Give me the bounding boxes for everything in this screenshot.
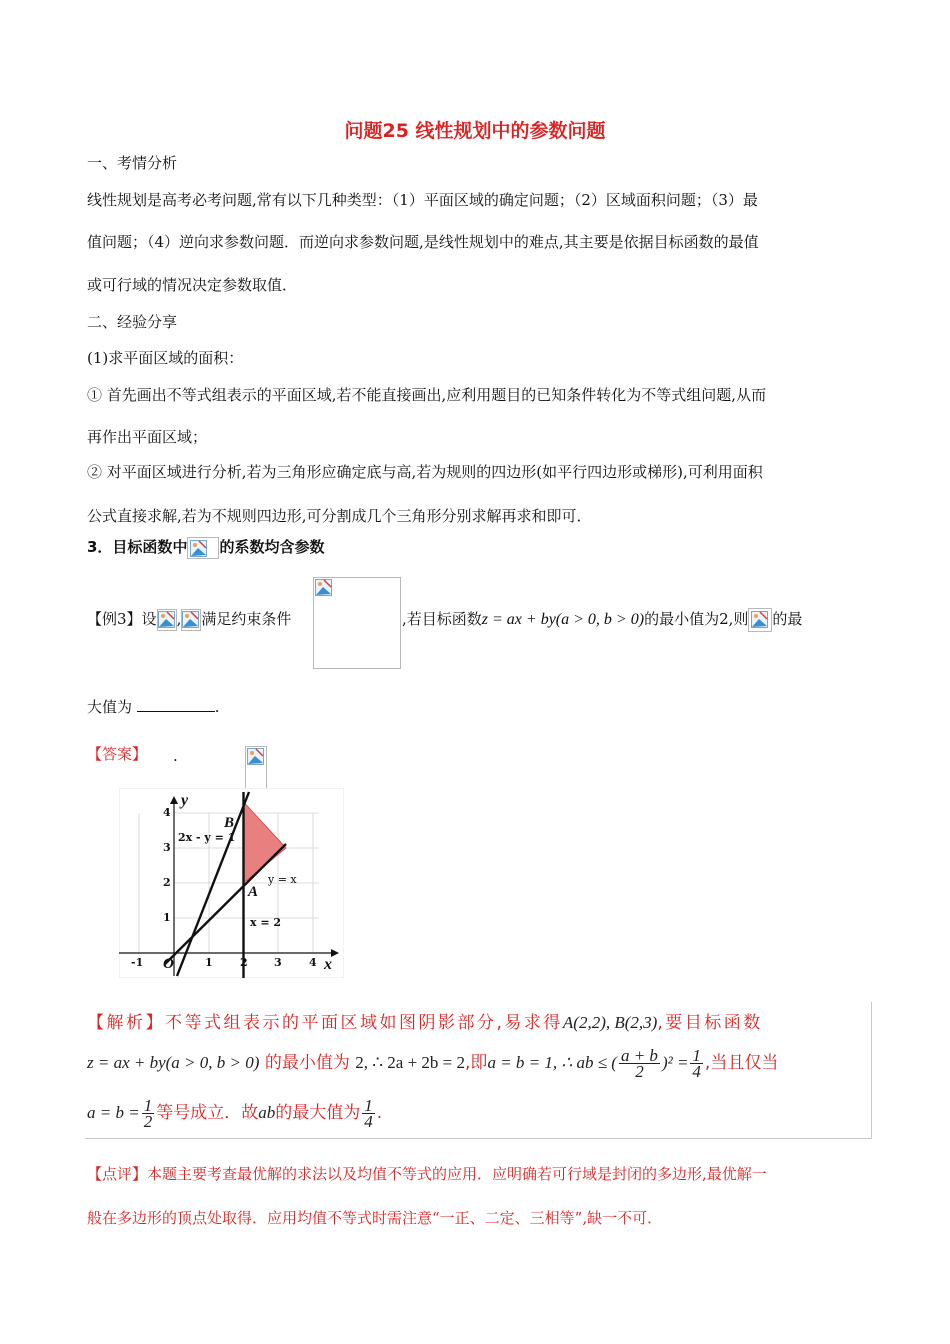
section3-heading — [87, 536, 324, 559]
section1-paragraph-line-3: 或可行域的情况决定参数取值． — [87, 276, 298, 294]
example-line-1 — [87, 608, 291, 631]
fraction-denominator: 2 — [143, 1111, 153, 1131]
formula-image-placeholder — [187, 537, 219, 559]
variable-image-placeholder — [181, 609, 201, 631]
analysis-math: a = b = — [87, 1103, 140, 1122]
analysis-line-1 — [87, 1008, 763, 1033]
answer-label: 【答案】 — [87, 745, 148, 763]
ab-image-placeholder — [748, 608, 772, 632]
x-axis-label: x — [324, 956, 332, 973]
line-label-y-eq-x: y = x — [268, 873, 297, 886]
section1-paragraph-line-2: 值问题；（4）逆向求参数问题．而逆向求参数问题,是线性规划中的难点,其主要是依据目标函数的最值 — [87, 233, 759, 251]
item1-point1-line-1: ① 首先画出不等式组表示的平面区域,若不能直接画出,应利用题目的已知条件转化为不等式组问题,从而 — [87, 386, 767, 404]
x-tick-label: 4 — [309, 956, 317, 969]
item1-point2-line-2: 公式直接求解,若为不规则四边形,可分割成几个三角形分别求解再求和即可． — [87, 507, 592, 525]
analysis-math: ab — [258, 1103, 276, 1122]
broken-image-icon — [315, 579, 332, 596]
comment-line-2: 般在多边形的顶点处取得．应用均值不等式时需注意“一正、二定、三相等”,缺一不可． — [87, 1209, 663, 1227]
item1-point1-line-2: 再作出平面区域； — [87, 428, 208, 446]
comment-text: 本题主要考查最优解的求法以及均值不等式的应用．应明确若可行域是封闭的多边形,最优解一 — [147, 1165, 767, 1183]
example-text-6: 的最 — [772, 610, 803, 628]
analysis-math: z = ax + by(a > 0, b > 0) — [87, 1053, 260, 1072]
example-text-4: ,若目标函数 — [402, 610, 482, 628]
x-tick-label: -1 — [131, 956, 144, 969]
line-label-x-eq-2: x = 2 — [250, 916, 282, 929]
fraction-denominator: 4 — [692, 1061, 701, 1081]
fraction-numerator: a + b — [620, 1045, 658, 1065]
section1-heading: 一、考情分析 — [87, 154, 178, 172]
analysis-math: )² = — [661, 1053, 689, 1072]
example-text-2: , — [176, 610, 182, 628]
comment-line-1 — [87, 1163, 767, 1184]
analysis-text: 不等式组表示的平面区域如图阴影部分,易求得 — [165, 1013, 563, 1033]
fraction-numerator: 1 — [143, 1095, 153, 1115]
analysis-math: , ∴ ab ≤ ( — [552, 1053, 617, 1072]
fraction-denominator: 4 — [364, 1111, 373, 1131]
x-tick-label: 2 — [240, 956, 248, 969]
answer-blank — [137, 697, 215, 712]
item1-point2-line-1: ② 对平面区域进行分析,若为三角形应确定底与高,若为规则的四边形(如平行四边形或梯形),可利用面积 — [87, 463, 763, 481]
answer-line — [87, 743, 147, 764]
x-tick-label: 1 — [205, 956, 213, 969]
point-a-label: A — [248, 884, 259, 900]
broken-image-icon — [247, 748, 264, 765]
example-line-2 — [87, 696, 220, 717]
example-text-1: 设 — [141, 610, 157, 628]
analysis-text: . — [376, 1103, 383, 1123]
page-title: 问题25 线性规划中的参数问题 — [344, 120, 606, 142]
origin-label: O — [163, 956, 174, 972]
y-tick-label: 1 — [163, 911, 171, 924]
broken-image-icon — [182, 611, 199, 628]
analysis-text: ,当且仅当 — [704, 1053, 779, 1073]
analysis-line-2 — [87, 1044, 778, 1082]
analysis-math: A(2,2), B(2,3) — [562, 1013, 658, 1032]
section1-paragraph-line-1: 线性规划是高考必考问题,常有以下几种类型：（1）平面区域的确定问题；（2）区域面积问题；（3）最 — [87, 191, 758, 209]
fraction-numerator: 1 — [692, 1045, 701, 1065]
analysis-math: 2, ∴ 2a + 2b = 2 — [355, 1053, 466, 1072]
broken-image-icon — [190, 540, 207, 557]
item1-heading: (1)求平面区域的面积： — [87, 349, 244, 367]
y-tick-label: 4 — [163, 806, 171, 819]
analysis-text: 的最小值为 — [264, 1053, 350, 1073]
constraint-image-placeholder — [313, 577, 401, 669]
analysis-label: 【解析】 — [87, 1013, 165, 1033]
broken-image-icon — [751, 611, 768, 628]
analysis-text: ,即 — [465, 1053, 488, 1073]
section2-heading: 二、经验分享 — [87, 313, 178, 331]
y-axis-label: y — [181, 792, 189, 809]
x-tick-label: 3 — [274, 956, 282, 969]
line-label-2x-y-1: 2x - y = 1 — [178, 831, 236, 844]
example-text-5: 的最小值为2,则 — [644, 610, 749, 628]
example-line2-text: 大值为 — [87, 698, 133, 716]
feasible-region-graph — [119, 788, 344, 978]
analysis-line-3 — [87, 1094, 382, 1132]
fraction-one-quarter — [690, 1045, 703, 1081]
example-line2-end: . — [214, 698, 220, 716]
fraction-a-plus-b-over-2 — [619, 1045, 660, 1081]
section3-suffix: 的系数均含参数 — [219, 538, 325, 556]
objective-formula: z = ax + by(a > 0, b > 0) — [481, 611, 645, 628]
fraction-one-half — [142, 1095, 155, 1131]
analysis-text: 等号成立．故 — [156, 1103, 259, 1123]
variable-image-placeholder — [157, 609, 177, 631]
example-label: 【例3】 — [87, 610, 142, 628]
section3-prefix: 3．目标函数中 — [87, 538, 188, 556]
analysis-text: ,要目标函数 — [657, 1013, 763, 1033]
analysis-text: 的最大值为 — [275, 1103, 361, 1123]
broken-image-icon — [158, 611, 175, 628]
point-b-label: B — [224, 815, 235, 831]
answer-end: . — [173, 747, 178, 765]
example-text-3: 满足约束条件 — [201, 610, 292, 628]
fraction-numerator: 1 — [364, 1095, 373, 1115]
example-line-1-right — [402, 608, 802, 632]
y-tick-label: 2 — [163, 876, 171, 889]
analysis-math: a = b = 1 — [487, 1053, 553, 1072]
fraction-denominator: 2 — [635, 1061, 644, 1081]
y-tick-label: 3 — [163, 841, 171, 854]
comment-label: 【点评】 — [87, 1165, 148, 1183]
fraction-one-quarter — [362, 1095, 375, 1131]
